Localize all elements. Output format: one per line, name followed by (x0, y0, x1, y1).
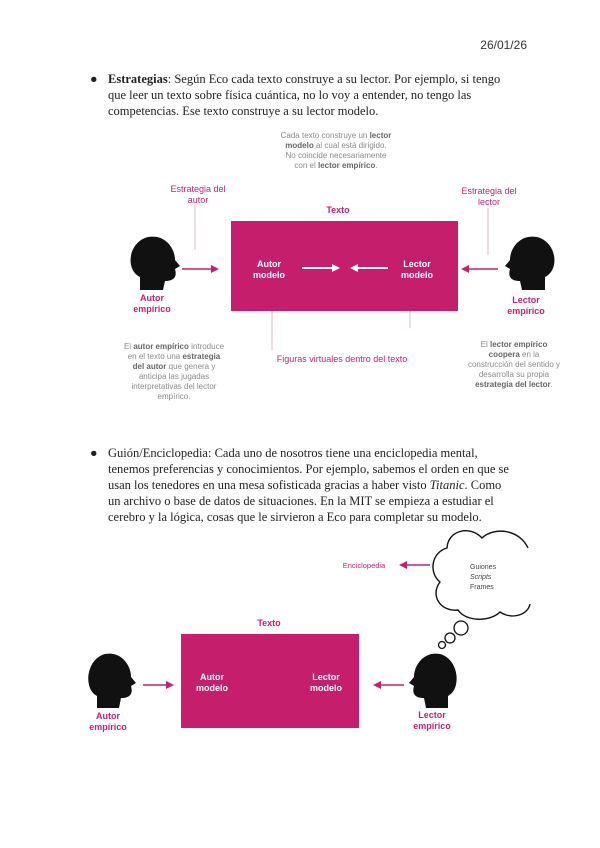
bullet-dot: ● (90, 446, 98, 460)
box-title-texto: Texto (326, 205, 350, 215)
bullet-guion-enciclopedia: ● Guión/Enciclopedia: Cada uno de nosotros tiene una enciclopedia mental, tenemos preferencias y conocimientos. Por ejemplo, sabemos el orden en que se usan los tenedores en una mesa sofisticada gracias a haber visto Titanic. Como un archivo o base de datos de situaciones. En la MIT se empieza a estudiar el cerebro y la lógica, cosas que le sirvieron a Eco para completar su modelo. (90, 446, 509, 524)
lector-modelo-label: Lector modelo (309, 672, 342, 693)
bullet1-text: : Según Eco cada texto construye a su lector. Por ejemplo, si tengo que leer un texto sobre física cuántica, no lo voy a entender, no tengo las competencias. Ese texto construye a su lector modelo. (108, 72, 501, 118)
lector-modelo-label: Lector modelo (400, 259, 433, 280)
label-enciclopedia: Enciclopedia (342, 561, 386, 570)
titanic-italic: Titanic (429, 478, 465, 492)
label-autor-empirico: Autor empírico (89, 711, 127, 732)
box-title-texto: Texto (257, 618, 281, 628)
thought-bubble-icon (439, 642, 446, 649)
head-autor-icon (88, 654, 136, 708)
term-estrategias: Estrategias (108, 72, 168, 86)
note-autor-empirico: El autor empírico introduce en el texto una estrategia del autor que genera y anticipa las jugadas interpretativas del lector empírico. (123, 342, 225, 401)
bullet-dot: ● (90, 72, 98, 86)
label-lector-empirico: Lector empírico (507, 295, 545, 316)
autor-modelo-label: Autor modelo (195, 672, 228, 693)
label-estrategia-lector: Estrategia del lector (461, 186, 517, 207)
note-lector-empirico: El lector empírico coopera en la construcción del sentido y desarrolla su propia estrategia del lector. (467, 340, 561, 389)
label-estrategia-autor: Estrategia del autor (170, 184, 226, 205)
cloud-content: Guiones Scripts Frames (470, 564, 497, 591)
autor-modelo-label: Autor modelo (252, 259, 285, 280)
label-autor-empirico: Autor empírico (133, 293, 171, 314)
thought-bubble-icon (445, 633, 455, 643)
note-lector-modelo: Cada texto construye un lector modelo al cual está dirigido. No coincide necesariamente con el lector empírico. (280, 131, 392, 170)
label-figuras-virtuales: Figuras virtuales dentro del texto (276, 354, 408, 364)
thought-bubble-icon (454, 621, 468, 635)
date: 26/01/26 (480, 38, 527, 52)
label-lector-empirico: Lector empírico (413, 710, 451, 731)
head-lector-icon (409, 654, 457, 708)
